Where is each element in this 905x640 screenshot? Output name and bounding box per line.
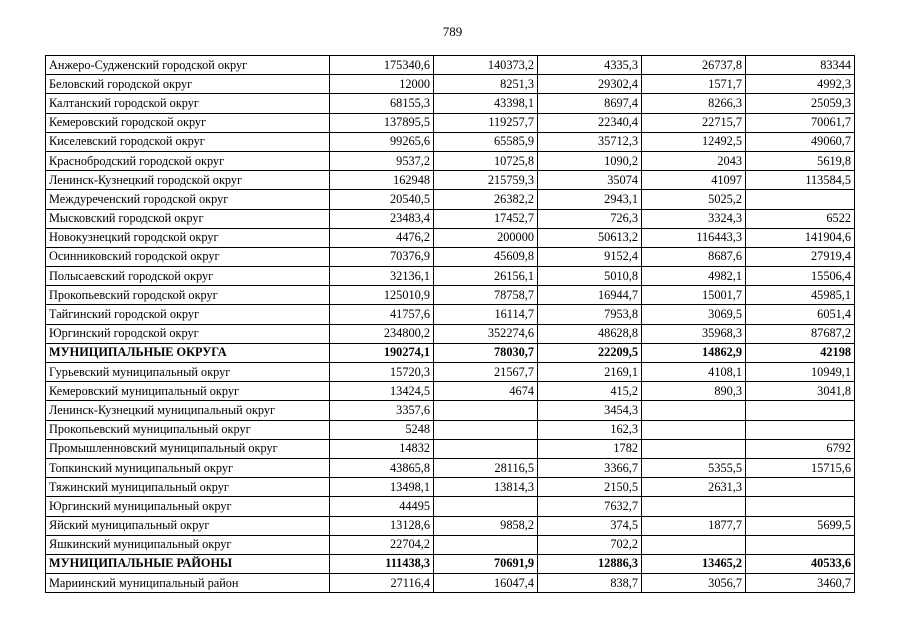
value-cell-c1: 22704,2 xyxy=(330,535,434,554)
value-cell-c2: 4674 xyxy=(434,382,538,401)
value-cell-c5: 141904,6 xyxy=(746,228,855,247)
value-cell-c1: 20540,5 xyxy=(330,190,434,209)
value-cell-c1: 68155,3 xyxy=(330,94,434,113)
row-name-cell: Калтанский городской округ xyxy=(46,94,330,113)
row-name-cell: Юргинский городской округ xyxy=(46,324,330,343)
value-cell-c2 xyxy=(434,439,538,458)
value-cell-c3: 8697,4 xyxy=(538,94,642,113)
row-name-cell: Осинниковский городской округ xyxy=(46,247,330,266)
value-cell-c3: 702,2 xyxy=(538,535,642,554)
value-cell-c1: 70376,9 xyxy=(330,247,434,266)
value-cell-c1: 3357,6 xyxy=(330,401,434,420)
row-name-cell: Топкинский муниципальный округ xyxy=(46,458,330,477)
table-row xyxy=(46,458,855,477)
value-cell-c4 xyxy=(642,535,746,554)
value-cell-c4 xyxy=(642,401,746,420)
table-row xyxy=(46,401,855,420)
value-cell-c4: 2631,3 xyxy=(642,478,746,497)
table-section-row xyxy=(46,343,855,362)
value-cell-c5: 42198 xyxy=(746,343,855,362)
table-row xyxy=(46,75,855,94)
row-name-cell: Промышленновский муниципальный округ xyxy=(46,439,330,458)
value-cell-c5: 6792 xyxy=(746,439,855,458)
row-name-cell: Гурьевский муниципальный округ xyxy=(46,363,330,382)
value-cell-c3: 162,3 xyxy=(538,420,642,439)
table-row xyxy=(46,171,855,190)
value-cell-c4: 116443,3 xyxy=(642,228,746,247)
budget-table xyxy=(45,55,855,593)
value-cell-c2: 28116,5 xyxy=(434,458,538,477)
value-cell-c5 xyxy=(746,190,855,209)
table-row xyxy=(46,324,855,343)
value-cell-c1: 32136,1 xyxy=(330,267,434,286)
value-cell-c5: 3460,7 xyxy=(746,574,855,593)
value-cell-c5: 40533,6 xyxy=(746,554,855,573)
value-cell-c5 xyxy=(746,497,855,516)
table-row xyxy=(46,247,855,266)
value-cell-c3: 22340,4 xyxy=(538,113,642,132)
table-row xyxy=(46,497,855,516)
table-row xyxy=(46,535,855,554)
value-cell-c2: 21567,7 xyxy=(434,363,538,382)
row-name-cell: Прокопьевский муниципальный округ xyxy=(46,420,330,439)
row-name-cell: Междуреченский городской округ xyxy=(46,190,330,209)
value-cell-c4: 890,3 xyxy=(642,382,746,401)
table-row xyxy=(46,267,855,286)
row-name-cell: Юргинский муниципальный округ xyxy=(46,497,330,516)
table-row xyxy=(46,305,855,324)
value-cell-c4: 5025,2 xyxy=(642,190,746,209)
value-cell-c3: 22209,5 xyxy=(538,343,642,362)
value-cell-c1: 4476,2 xyxy=(330,228,434,247)
value-cell-c5: 15506,4 xyxy=(746,267,855,286)
table-row xyxy=(46,382,855,401)
value-cell-c5: 6522 xyxy=(746,209,855,228)
table-row xyxy=(46,94,855,113)
value-cell-c3: 7953,8 xyxy=(538,305,642,324)
value-cell-c2: 43398,1 xyxy=(434,94,538,113)
value-cell-c3: 29302,4 xyxy=(538,75,642,94)
value-cell-c4 xyxy=(642,420,746,439)
value-cell-c4: 3056,7 xyxy=(642,574,746,593)
value-cell-c4: 8266,3 xyxy=(642,94,746,113)
value-cell-c3: 838,7 xyxy=(538,574,642,593)
table-body xyxy=(46,56,855,593)
value-cell-c4: 8687,6 xyxy=(642,247,746,266)
value-cell-c4: 4982,1 xyxy=(642,267,746,286)
value-cell-c5: 5699,5 xyxy=(746,516,855,535)
row-name-cell: МУНИЦИПАЛЬНЫЕ РАЙОНЫ xyxy=(46,554,330,573)
value-cell-c2: 8251,3 xyxy=(434,75,538,94)
row-name-cell: Ленинск-Кузнецкий муниципальный округ xyxy=(46,401,330,420)
value-cell-c4: 3324,3 xyxy=(642,209,746,228)
row-name-cell: Полысаевский городской округ xyxy=(46,267,330,286)
value-cell-c4: 35968,3 xyxy=(642,324,746,343)
value-cell-c1: 125010,9 xyxy=(330,286,434,305)
table-row xyxy=(46,56,855,75)
value-cell-c2: 200000 xyxy=(434,228,538,247)
value-cell-c4: 14862,9 xyxy=(642,343,746,362)
row-name-cell: Тайгинский городской округ xyxy=(46,305,330,324)
value-cell-c1: 27116,4 xyxy=(330,574,434,593)
table-row xyxy=(46,363,855,382)
table-row xyxy=(46,132,855,151)
value-cell-c1: 43865,8 xyxy=(330,458,434,477)
value-cell-c4: 15001,7 xyxy=(642,286,746,305)
value-cell-c1: 190274,1 xyxy=(330,343,434,362)
value-cell-c3: 4335,3 xyxy=(538,56,642,75)
value-cell-c1: 99265,6 xyxy=(330,132,434,151)
row-name-cell: Яйский муниципальный округ xyxy=(46,516,330,535)
value-cell-c2: 45609,8 xyxy=(434,247,538,266)
value-cell-c5: 83344 xyxy=(746,56,855,75)
value-cell-c2: 10725,8 xyxy=(434,151,538,170)
value-cell-c2 xyxy=(434,401,538,420)
value-cell-c3: 16944,7 xyxy=(538,286,642,305)
value-cell-c4 xyxy=(642,497,746,516)
value-cell-c1: 23483,4 xyxy=(330,209,434,228)
value-cell-c3: 50613,2 xyxy=(538,228,642,247)
value-cell-c2: 16047,4 xyxy=(434,574,538,593)
row-name-cell: Ленинск-Кузнецкий городской округ xyxy=(46,171,330,190)
value-cell-c2: 119257,7 xyxy=(434,113,538,132)
value-cell-c3: 2150,5 xyxy=(538,478,642,497)
value-cell-c1: 14832 xyxy=(330,439,434,458)
value-cell-c4: 26737,8 xyxy=(642,56,746,75)
row-name-cell: Яшкинский муниципальный округ xyxy=(46,535,330,554)
value-cell-c2: 140373,2 xyxy=(434,56,538,75)
table-row xyxy=(46,113,855,132)
value-cell-c3: 726,3 xyxy=(538,209,642,228)
value-cell-c1: 15720,3 xyxy=(330,363,434,382)
value-cell-c5: 4992,3 xyxy=(746,75,855,94)
row-name-cell: Киселевский городской округ xyxy=(46,132,330,151)
value-cell-c2 xyxy=(434,497,538,516)
table-row xyxy=(46,286,855,305)
value-cell-c5: 49060,7 xyxy=(746,132,855,151)
value-cell-c4: 2043 xyxy=(642,151,746,170)
value-cell-c2: 352274,6 xyxy=(434,324,538,343)
table-row xyxy=(46,228,855,247)
table-row xyxy=(46,209,855,228)
value-cell-c1: 111438,3 xyxy=(330,554,434,573)
table-row xyxy=(46,190,855,209)
value-cell-c2: 17452,7 xyxy=(434,209,538,228)
value-cell-c3: 35074 xyxy=(538,171,642,190)
row-name-cell: Мысковский городской округ xyxy=(46,209,330,228)
value-cell-c1: 9537,2 xyxy=(330,151,434,170)
table-row xyxy=(46,420,855,439)
value-cell-c2: 78758,7 xyxy=(434,286,538,305)
value-cell-c5: 113584,5 xyxy=(746,171,855,190)
value-cell-c3: 415,2 xyxy=(538,382,642,401)
value-cell-c4: 1877,7 xyxy=(642,516,746,535)
value-cell-c4 xyxy=(642,439,746,458)
table-row xyxy=(46,439,855,458)
value-cell-c1: 234800,2 xyxy=(330,324,434,343)
value-cell-c1: 13498,1 xyxy=(330,478,434,497)
value-cell-c4: 5355,5 xyxy=(642,458,746,477)
value-cell-c3: 12886,3 xyxy=(538,554,642,573)
value-cell-c2: 26156,1 xyxy=(434,267,538,286)
value-cell-c5: 70061,7 xyxy=(746,113,855,132)
value-cell-c3: 48628,8 xyxy=(538,324,642,343)
value-cell-c5 xyxy=(746,420,855,439)
value-cell-c2: 78030,7 xyxy=(434,343,538,362)
value-cell-c5: 25059,3 xyxy=(746,94,855,113)
value-cell-c4: 4108,1 xyxy=(642,363,746,382)
value-cell-c1: 5248 xyxy=(330,420,434,439)
value-cell-c1: 41757,6 xyxy=(330,305,434,324)
value-cell-c3: 3366,7 xyxy=(538,458,642,477)
value-cell-c3: 9152,4 xyxy=(538,247,642,266)
value-cell-c3: 374,5 xyxy=(538,516,642,535)
value-cell-c1: 175340,6 xyxy=(330,56,434,75)
value-cell-c1: 137895,5 xyxy=(330,113,434,132)
value-cell-c5 xyxy=(746,535,855,554)
row-name-cell: МУНИЦИПАЛЬНЫЕ ОКРУГА xyxy=(46,343,330,362)
row-name-cell: Тяжинский муниципальный округ xyxy=(46,478,330,497)
value-cell-c5: 3041,8 xyxy=(746,382,855,401)
table-section-row xyxy=(46,554,855,573)
value-cell-c2: 16114,7 xyxy=(434,305,538,324)
value-cell-c3: 35712,3 xyxy=(538,132,642,151)
table-row xyxy=(46,574,855,593)
value-cell-c2: 215759,3 xyxy=(434,171,538,190)
value-cell-c3: 3454,3 xyxy=(538,401,642,420)
value-cell-c1: 13424,5 xyxy=(330,382,434,401)
value-cell-c4: 3069,5 xyxy=(642,305,746,324)
row-name-cell: Анжеро-Судженский городской округ xyxy=(46,56,330,75)
value-cell-c4: 22715,7 xyxy=(642,113,746,132)
value-cell-c3: 2169,1 xyxy=(538,363,642,382)
value-cell-c2: 65585,9 xyxy=(434,132,538,151)
value-cell-c3: 7632,7 xyxy=(538,497,642,516)
value-cell-c4: 12492,5 xyxy=(642,132,746,151)
value-cell-c2: 9858,2 xyxy=(434,516,538,535)
row-name-cell: Беловский городской округ xyxy=(46,75,330,94)
value-cell-c1: 44495 xyxy=(330,497,434,516)
row-name-cell: Краснобродский городской округ xyxy=(46,151,330,170)
value-cell-c5: 27919,4 xyxy=(746,247,855,266)
row-name-cell: Прокопьевский городской округ xyxy=(46,286,330,305)
value-cell-c5: 6051,4 xyxy=(746,305,855,324)
value-cell-c1: 12000 xyxy=(330,75,434,94)
row-name-cell: Мариинский муниципальный район xyxy=(46,574,330,593)
value-cell-c4: 41097 xyxy=(642,171,746,190)
table-row xyxy=(46,151,855,170)
value-cell-c2 xyxy=(434,420,538,439)
value-cell-c2: 70691,9 xyxy=(434,554,538,573)
value-cell-c3: 5010,8 xyxy=(538,267,642,286)
value-cell-c5: 45985,1 xyxy=(746,286,855,305)
value-cell-c5: 10949,1 xyxy=(746,363,855,382)
value-cell-c4: 1571,7 xyxy=(642,75,746,94)
value-cell-c3: 2943,1 xyxy=(538,190,642,209)
value-cell-c1: 13128,6 xyxy=(330,516,434,535)
value-cell-c3: 1090,2 xyxy=(538,151,642,170)
value-cell-c2: 13814,3 xyxy=(434,478,538,497)
value-cell-c4: 13465,2 xyxy=(642,554,746,573)
value-cell-c5 xyxy=(746,478,855,497)
table-row xyxy=(46,516,855,535)
value-cell-c3: 1782 xyxy=(538,439,642,458)
value-cell-c5: 87687,2 xyxy=(746,324,855,343)
value-cell-c5 xyxy=(746,401,855,420)
value-cell-c5: 5619,8 xyxy=(746,151,855,170)
value-cell-c2 xyxy=(434,535,538,554)
row-name-cell: Кемеровский городской округ xyxy=(46,113,330,132)
value-cell-c1: 162948 xyxy=(330,171,434,190)
table-row xyxy=(46,478,855,497)
row-name-cell: Кемеровский муниципальный округ xyxy=(46,382,330,401)
row-name-cell: Новокузнецкий городской округ xyxy=(46,228,330,247)
value-cell-c2: 26382,2 xyxy=(434,190,538,209)
value-cell-c5: 15715,6 xyxy=(746,458,855,477)
page-number: 789 xyxy=(442,24,463,39)
